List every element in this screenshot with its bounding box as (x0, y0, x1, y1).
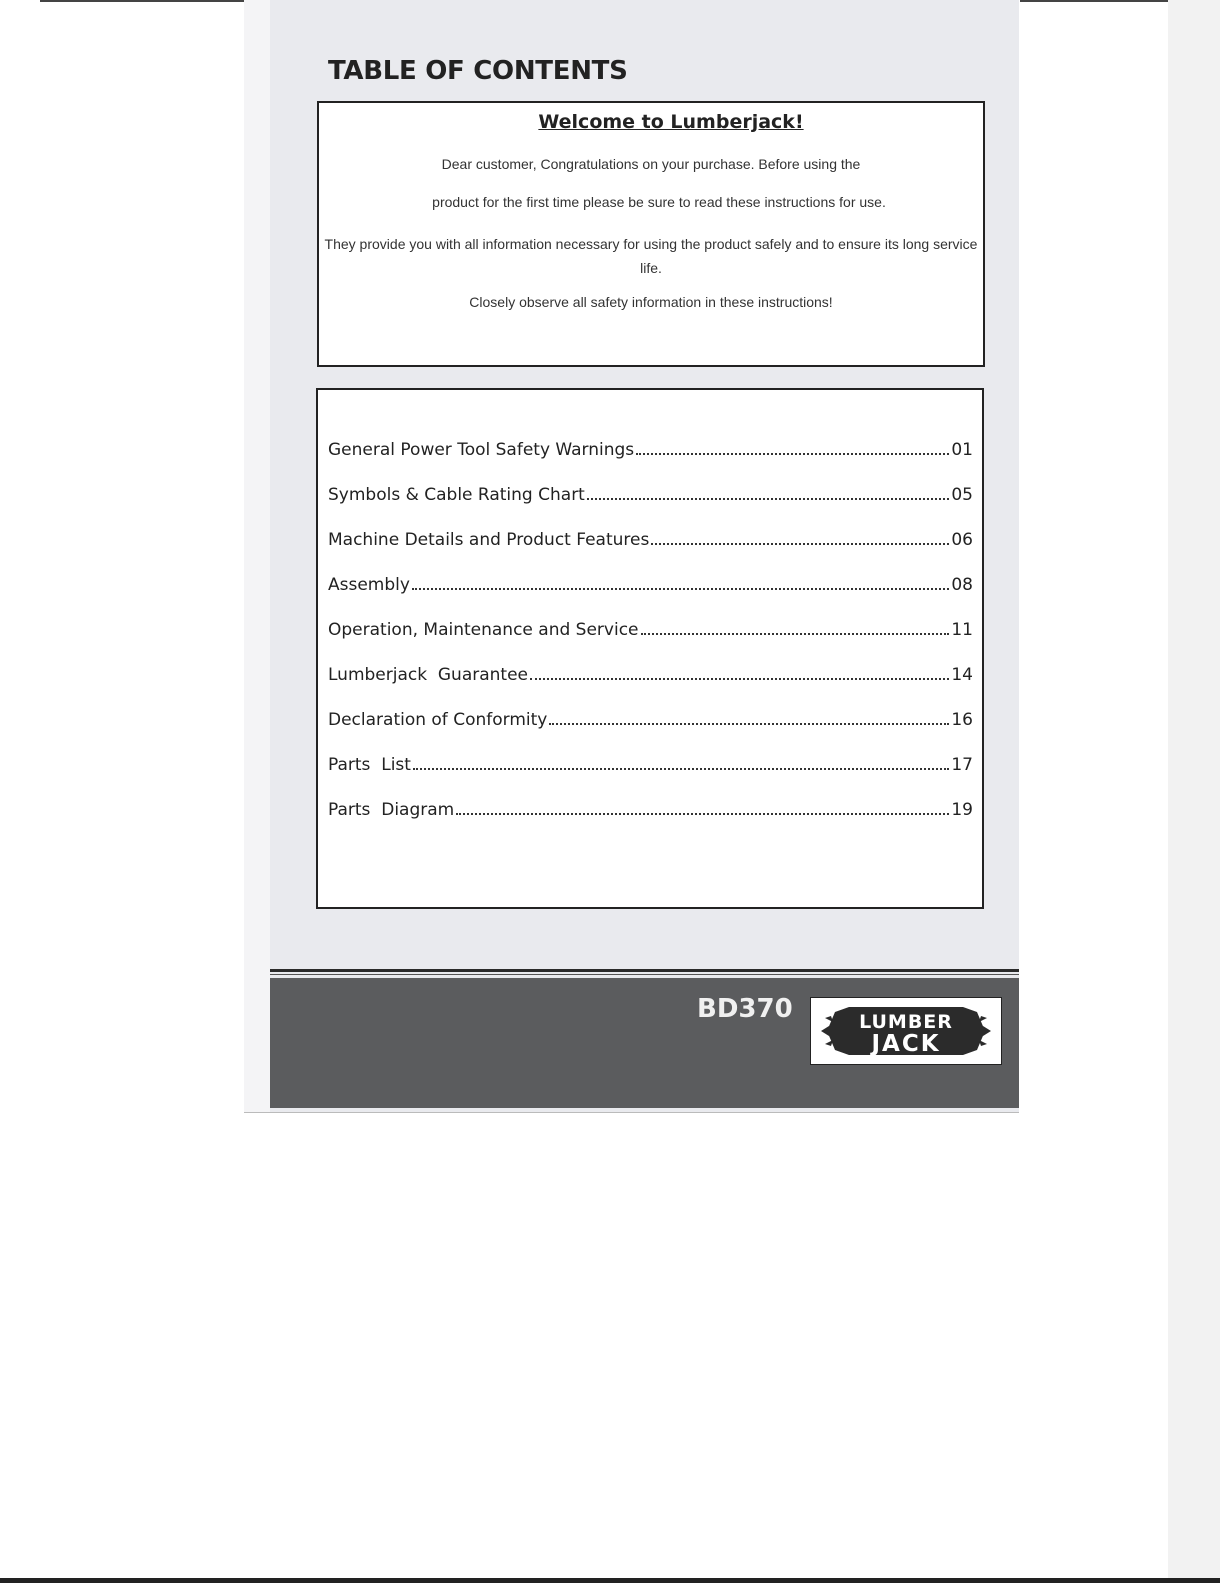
toc-entry-label: Declaration of Conformity (328, 710, 548, 730)
toc-entry-label: Assembly (328, 575, 410, 595)
toc-entry-page: 08 (951, 575, 973, 595)
toc-entry-page: 19 (951, 800, 973, 820)
scan-edge-line (40, 0, 244, 2)
toc-entry-label: Parts Diagram (328, 800, 455, 820)
toc-entry-page: 16 (951, 710, 973, 730)
toc-entry-page: 14 (951, 665, 973, 685)
svg-text:JACK: JACK (871, 1031, 941, 1057)
welcome-line-1: Dear customer, Congratulations on your purchase. Before using the (441, 156, 861, 172)
welcome-line-4: Closely observe all safety information in these instructions! (469, 294, 833, 310)
toc-entry[interactable] (328, 665, 973, 685)
toc-entry-label: Parts List (328, 755, 411, 775)
toc-entry-label: Symbols & Cable Rating Chart (328, 485, 585, 505)
scan-edge-line (1020, 0, 1180, 2)
svg-text:LUMBER: LUMBER (859, 1011, 953, 1033)
toc-entry-label: Lumberjack Guarantee (328, 665, 529, 685)
toc-leader-dots (413, 764, 949, 770)
scan-bottom-edge (0, 1578, 1220, 1583)
toc-entry[interactable] (328, 755, 973, 775)
toc-entry[interactable] (328, 440, 973, 460)
welcome-line-3: They provide you with all information necessary for using the product safely and to ensure its long service life. (324, 236, 978, 276)
footer-divider (270, 969, 1019, 972)
welcome-box (317, 101, 985, 367)
toc-leader-dots (587, 494, 950, 500)
toc-leader-dots (456, 809, 949, 815)
toc-entry[interactable] (328, 800, 973, 820)
page-title: TABLE OF CONTENTS (328, 56, 628, 86)
toc-entry-page: 05 (951, 485, 973, 505)
footer-band (270, 978, 1019, 1108)
toc-leader-dots (530, 674, 949, 680)
toc-entry[interactable] (328, 530, 973, 550)
scan-shadow (1168, 0, 1220, 1583)
manual-page (244, 0, 1019, 1113)
page-spine (244, 0, 270, 1112)
toc-entry-page: 06 (951, 530, 973, 550)
toc-entry-page: 11 (951, 620, 973, 640)
toc-leader-dots (412, 584, 949, 590)
toc-entry-page: 01 (951, 440, 973, 460)
toc-entry-label: Machine Details and Product Features (328, 530, 650, 550)
logo-graphic (821, 1004, 991, 1058)
toc-leader-dots (549, 719, 949, 725)
model-number: BD370 (697, 994, 793, 1024)
toc-entry[interactable] (328, 620, 973, 640)
toc-box (316, 388, 984, 909)
toc-entry-page: 17 (951, 755, 973, 775)
toc-entry[interactable] (328, 575, 973, 595)
welcome-heading: Welcome to Lumberjack! (538, 111, 804, 133)
saw-blade-logo-icon (821, 1004, 991, 1058)
toc-leader-dots (651, 539, 949, 545)
toc-entry[interactable] (328, 710, 973, 730)
toc-leader-dots (636, 449, 949, 455)
toc-leader-dots (641, 629, 950, 635)
toc-entry-label: General Power Tool Safety Warnings (328, 440, 635, 460)
welcome-line-2: product for the first time please be sure to read these instructions for use. (432, 194, 886, 210)
toc-entry-label: Operation, Maintenance and Service (328, 620, 639, 640)
footer-divider-thin (270, 974, 1019, 975)
toc-entry[interactable] (328, 485, 973, 505)
lumberjack-logo (810, 997, 1002, 1065)
